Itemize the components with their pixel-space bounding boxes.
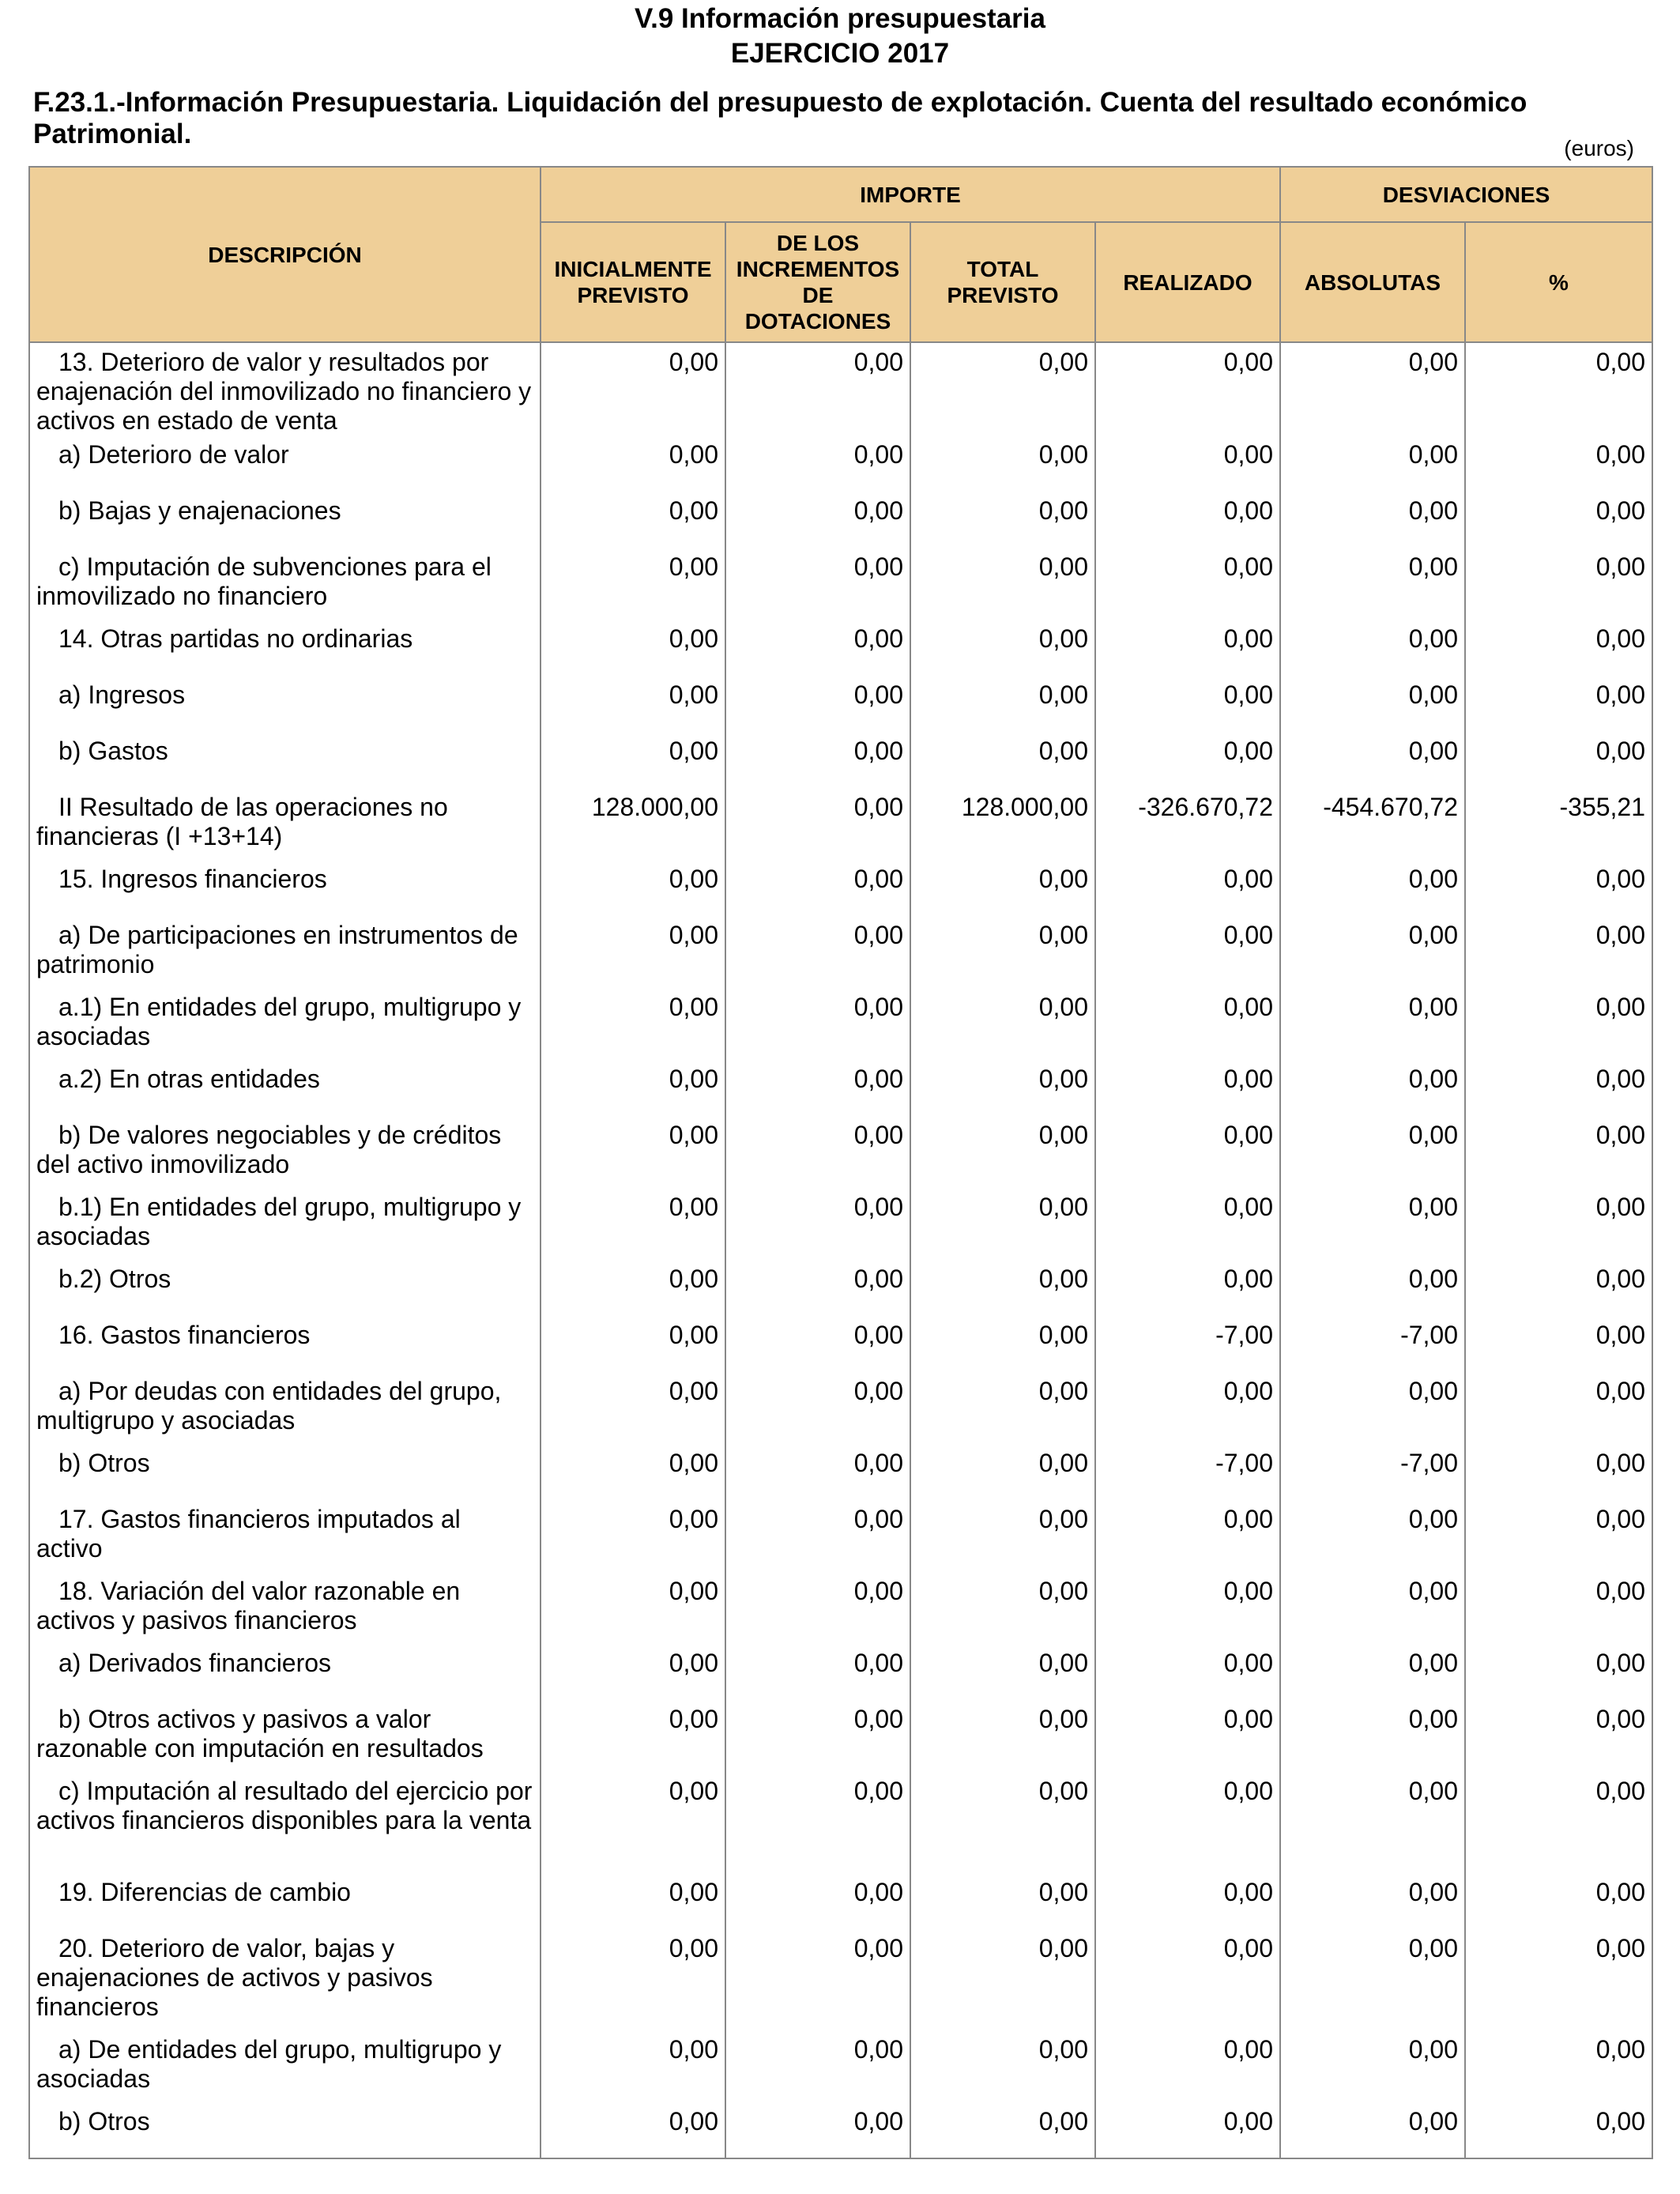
cell-inicialmente-previsto: 0,00 [541,860,725,916]
cell-inicialmente-previsto: 0,00 [541,1929,725,2030]
row-description [29,1873,541,1929]
row-description [29,1316,541,1372]
cell-total-previsto: 0,00 [910,676,1095,732]
cell-porcentaje: 0,00 [1465,1572,1652,1644]
row-description [29,548,541,620]
cell-inicialmente-previsto: 128.000,00 [541,788,725,860]
cell-total-previsto: 0,00 [910,988,1095,1060]
table-row [29,860,1652,916]
cell-inicialmente-previsto: 0,00 [541,1260,725,1316]
cell-incrementos-dotaciones: 0,00 [725,548,910,620]
row-description-text: 14. Otras partidas no ordinarias [58,624,413,653]
cell-realizado: 0,00 [1095,1572,1280,1644]
cell-realizado: 0,00 [1095,1260,1280,1316]
row-description [29,492,541,548]
row-description-text: a) Derivados financieros [58,1649,332,1677]
cell-realizado: -326.670,72 [1095,788,1280,860]
row-description [29,788,541,860]
cell-porcentaje: 0,00 [1465,1260,1652,1316]
cell-porcentaje: 0,00 [1465,1929,1652,2030]
cell-total-previsto: 128.000,00 [910,788,1095,860]
cell-porcentaje: 0,00 [1465,1316,1652,1372]
cell-total-previsto: 0,00 [910,1116,1095,1188]
row-description-text: b) De valores negociables y de créditos del activo inmovilizado [36,1121,502,1178]
cell-incrementos-dotaciones: 0,00 [725,676,910,732]
cell-porcentaje: 0,00 [1465,676,1652,732]
cell-absolutas: 0,00 [1280,988,1465,1060]
cell-incrementos-dotaciones: 0,00 [725,342,910,435]
table-row [29,1929,1652,2030]
table-row [29,676,1652,732]
section-title: V.9 Información presupuestaria [635,3,1045,34]
cell-absolutas: 0,00 [1280,1060,1465,1116]
cell-inicialmente-previsto: 0,00 [541,916,725,988]
cell-realizado: 0,00 [1095,1060,1280,1116]
cell-incrementos-dotaciones: 0,00 [725,492,910,548]
row-description [29,1260,541,1316]
cell-porcentaje: 0,00 [1465,1644,1652,1700]
cell-realizado: 0,00 [1095,2102,1280,2158]
cell-total-previsto: 0,00 [910,1444,1095,1500]
cell-absolutas: -454.670,72 [1280,788,1465,860]
cell-absolutas: 0,00 [1280,1929,1465,2030]
cell-porcentaje: 0,00 [1465,1372,1652,1444]
cell-absolutas: -7,00 [1280,1316,1465,1372]
table-header [29,167,1652,342]
cell-total-previsto: 0,00 [910,1316,1095,1372]
cell-total-previsto: 0,00 [910,342,1095,435]
cell-total-previsto: 0,00 [910,1260,1095,1316]
cell-inicialmente-previsto: 0,00 [541,1772,725,1873]
units-label: (euros) [1564,136,1634,160]
budget-table [28,166,1653,2159]
cell-absolutas: 0,00 [1280,1260,1465,1316]
table-row [29,1316,1652,1372]
report-title: F.23.1.-Información Presupuestaria. Liquidación del presupuesto de explotación. Cuenta del resultado económico Patrimonial. [33,87,1527,149]
cell-incrementos-dotaciones: 0,00 [725,1188,910,1260]
table-row [29,1873,1652,1929]
cell-incrementos-dotaciones: 0,00 [725,1372,910,1444]
cell-realizado: 0,00 [1095,732,1280,788]
row-description [29,916,541,988]
cell-absolutas: 0,00 [1280,1772,1465,1873]
cell-absolutas: 0,00 [1280,732,1465,788]
cell-absolutas: 0,00 [1280,435,1465,492]
header-porcentaje: % [1465,222,1652,342]
table-row [29,1188,1652,1260]
table-row [29,548,1652,620]
cell-porcentaje: 0,00 [1465,1700,1652,1772]
row-description-text: 16. Gastos financieros [58,1321,311,1349]
cell-porcentaje: 0,00 [1465,1772,1652,1873]
row-description-text: 19. Diferencias de cambio [58,1878,351,1906]
header-total-previsto: TOTAL PREVISTO [910,222,1095,342]
cell-total-previsto: 0,00 [910,1572,1095,1644]
cell-total-previsto: 0,00 [910,1060,1095,1116]
cell-incrementos-dotaciones: 0,00 [725,860,910,916]
cell-porcentaje: 0,00 [1465,1873,1652,1929]
header-realizado: REALIZADO [1095,222,1280,342]
cell-realizado: 0,00 [1095,2030,1280,2102]
cell-absolutas: 0,00 [1280,1188,1465,1260]
header-inicialmente-previsto: INICIALMENTE PREVISTO [541,222,725,342]
cell-realizado: 0,00 [1095,1929,1280,2030]
cell-incrementos-dotaciones: 0,00 [725,1500,910,1572]
row-description [29,435,541,492]
cell-absolutas: 0,00 [1280,1572,1465,1644]
row-description-text: b) Otros activos y pasivos a valor razonable con imputación en resultados [36,1705,484,1762]
row-description [29,988,541,1060]
cell-inicialmente-previsto: 0,00 [541,676,725,732]
row-description [29,1188,541,1260]
cell-incrementos-dotaciones: 0,00 [725,788,910,860]
cell-total-previsto: 0,00 [910,860,1095,916]
exercise-year: EJERCICIO 2017 [730,38,950,69]
cell-total-previsto: 0,00 [910,1188,1095,1260]
cell-realizado: 0,00 [1095,620,1280,676]
table-row [29,1500,1652,1572]
row-description-text: a) Deterioro de valor [58,440,289,469]
header-importe: IMPORTE [541,167,1280,222]
table-row [29,732,1652,788]
row-description-text: b.1) En entidades del grupo, multigrupo y asociadas [36,1193,522,1250]
cell-porcentaje: 0,00 [1465,342,1652,435]
row-description-text: 17. Gastos financieros imputados al activo [36,1505,461,1563]
row-description-text: a.2) En otras entidades [58,1065,320,1093]
cell-porcentaje: 0,00 [1465,860,1652,916]
row-description-text: a.1) En entidades del grupo, multigrupo y asociadas [36,993,522,1050]
cell-porcentaje: 0,00 [1465,435,1652,492]
cell-porcentaje: 0,00 [1465,1188,1652,1260]
cell-total-previsto: 0,00 [910,492,1095,548]
cell-realizado: 0,00 [1095,860,1280,916]
cell-total-previsto: 0,00 [910,1500,1095,1572]
cell-inicialmente-previsto: 0,00 [541,342,725,435]
cell-incrementos-dotaciones: 0,00 [725,988,910,1060]
row-description-text: 15. Ingresos financieros [58,865,327,893]
row-description-text: a) Ingresos [58,680,186,709]
cell-inicialmente-previsto: 0,00 [541,492,725,548]
cell-realizado: 0,00 [1095,1873,1280,1929]
cell-inicialmente-previsto: 0,00 [541,435,725,492]
cell-incrementos-dotaciones: 0,00 [725,1116,910,1188]
table-row [29,2030,1652,2102]
cell-total-previsto: 0,00 [910,620,1095,676]
table-row [29,1060,1652,1116]
row-description [29,1444,541,1500]
cell-inicialmente-previsto: 0,00 [541,2102,725,2158]
header-desviaciones: DESVIACIONES [1280,167,1652,222]
row-description [29,620,541,676]
row-description [29,1772,541,1873]
cell-porcentaje: 0,00 [1465,1060,1652,1116]
cell-total-previsto: 0,00 [910,1372,1095,1444]
cell-inicialmente-previsto: 0,00 [541,548,725,620]
row-description [29,1644,541,1700]
cell-incrementos-dotaciones: 0,00 [725,916,910,988]
cell-incrementos-dotaciones: 0,00 [725,1572,910,1644]
cell-total-previsto: 0,00 [910,2030,1095,2102]
cell-absolutas: 0,00 [1280,1644,1465,1700]
cell-porcentaje: 0,00 [1465,916,1652,988]
cell-porcentaje: 0,00 [1465,548,1652,620]
row-description [29,1572,541,1644]
header-descripcion: DESCRIPCIÓN [29,167,541,342]
cell-incrementos-dotaciones: 0,00 [725,2102,910,2158]
cell-realizado: 0,00 [1095,342,1280,435]
cell-porcentaje: 0,00 [1465,988,1652,1060]
cell-absolutas: 0,00 [1280,1873,1465,1929]
table-row [29,1644,1652,1700]
table-row [29,1700,1652,1772]
cell-absolutas: 0,00 [1280,676,1465,732]
row-description-text: a) De entidades del grupo, multigrupo y asociadas [36,2035,502,2093]
cell-incrementos-dotaciones: 0,00 [725,1260,910,1316]
cell-total-previsto: 0,00 [910,435,1095,492]
cell-absolutas: 0,00 [1280,2102,1465,2158]
row-description-text: b) Otros [58,1449,150,1477]
row-description [29,2102,541,2158]
cell-absolutas: -7,00 [1280,1444,1465,1500]
cell-inicialmente-previsto: 0,00 [541,1060,725,1116]
cell-realizado: 0,00 [1095,1116,1280,1188]
row-description [29,1929,541,2030]
cell-total-previsto: 0,00 [910,1644,1095,1700]
cell-total-previsto: 0,00 [910,1772,1095,1873]
cell-incrementos-dotaciones: 0,00 [725,1929,910,2030]
cell-absolutas: 0,00 [1280,916,1465,988]
cell-total-previsto: 0,00 [910,548,1095,620]
cell-inicialmente-previsto: 0,00 [541,1500,725,1572]
cell-realizado: -7,00 [1095,1444,1280,1500]
cell-inicialmente-previsto: 0,00 [541,2030,725,2102]
cell-inicialmente-previsto: 0,00 [541,732,725,788]
cell-inicialmente-previsto: 0,00 [541,620,725,676]
row-description-text: b.2) Otros [58,1265,171,1293]
cell-incrementos-dotaciones: 0,00 [725,1316,910,1372]
table-row [29,1572,1652,1644]
table-row [29,435,1652,492]
cell-porcentaje: -355,21 [1465,788,1652,860]
cell-porcentaje: 0,00 [1465,1500,1652,1572]
row-description [29,676,541,732]
cell-realizado: 0,00 [1095,988,1280,1060]
row-description [29,1060,541,1116]
table-row [29,492,1652,548]
cell-incrementos-dotaciones: 0,00 [725,1873,910,1929]
row-description-text: b) Gastos [58,737,168,765]
table-body [29,342,1652,2158]
cell-incrementos-dotaciones: 0,00 [725,1060,910,1116]
cell-absolutas: 0,00 [1280,548,1465,620]
cell-porcentaje: 0,00 [1465,620,1652,676]
cell-incrementos-dotaciones: 0,00 [725,732,910,788]
cell-incrementos-dotaciones: 0,00 [725,1772,910,1873]
header-incrementos-dotaciones: DE LOS INCREMENTOS DE DOTACIONES [725,222,910,342]
cell-realizado: 0,00 [1095,548,1280,620]
cell-realizado: 0,00 [1095,1188,1280,1260]
row-description-text: b) Bajas y enajenaciones [58,496,341,525]
cell-absolutas: 0,00 [1280,342,1465,435]
table-row [29,620,1652,676]
row-description [29,1700,541,1772]
cell-realizado: 0,00 [1095,676,1280,732]
cell-total-previsto: 0,00 [910,1929,1095,2030]
table-row [29,788,1652,860]
cell-incrementos-dotaciones: 0,00 [725,620,910,676]
cell-absolutas: 0,00 [1280,1700,1465,1772]
row-description-text: c) Imputación al resultado del ejercicio por activos financieros disponibles para la venta [36,1777,533,1834]
cell-total-previsto: 0,00 [910,2102,1095,2158]
cell-realizado: 0,00 [1095,1700,1280,1772]
cell-absolutas: 0,00 [1280,860,1465,916]
table-row [29,2102,1652,2158]
row-description-text: 20. Deterioro de valor, bajas y enajenaciones de activos y pasivos financieros [36,1934,433,2021]
cell-realizado: 0,00 [1095,492,1280,548]
cell-realizado: 0,00 [1095,1500,1280,1572]
cell-inicialmente-previsto: 0,00 [541,1644,725,1700]
row-description-text: a) De participaciones en instrumentos de patrimonio [36,921,518,978]
cell-porcentaje: 0,00 [1465,492,1652,548]
cell-inicialmente-previsto: 0,00 [541,1116,725,1188]
cell-realizado: -7,00 [1095,1316,1280,1372]
row-description-text: 13. Deterioro de valor y resultados por enajenación del inmovilizado no financiero y activos en estado de venta [36,348,532,435]
row-description [29,2030,541,2102]
row-description [29,1116,541,1188]
cell-realizado: 0,00 [1095,1644,1280,1700]
cell-inicialmente-previsto: 0,00 [541,988,725,1060]
row-description [29,342,541,435]
row-description [29,860,541,916]
cell-absolutas: 0,00 [1280,492,1465,548]
cell-realizado: 0,00 [1095,916,1280,988]
cell-realizado: 0,00 [1095,1372,1280,1444]
cell-incrementos-dotaciones: 0,00 [725,1444,910,1500]
table-row [29,916,1652,988]
cell-total-previsto: 0,00 [910,1873,1095,1929]
row-description-text: c) Imputación de subvenciones para el inmovilizado no financiero [36,552,492,610]
cell-inicialmente-previsto: 0,00 [541,1873,725,1929]
cell-incrementos-dotaciones: 0,00 [725,1700,910,1772]
row-description-text: a) Por deudas con entidades del grupo, multigrupo y asociadas [36,1377,502,1434]
header-absolutas: ABSOLUTAS [1280,222,1465,342]
table-row [29,1260,1652,1316]
cell-total-previsto: 0,00 [910,1700,1095,1772]
cell-inicialmente-previsto: 0,00 [541,1444,725,1500]
table-row [29,988,1652,1060]
cell-inicialmente-previsto: 0,00 [541,1188,725,1260]
cell-incrementos-dotaciones: 0,00 [725,435,910,492]
cell-absolutas: 0,00 [1280,620,1465,676]
cell-porcentaje: 0,00 [1465,2102,1652,2158]
row-description [29,1372,541,1444]
cell-total-previsto: 0,00 [910,732,1095,788]
table-row [29,342,1652,435]
cell-incrementos-dotaciones: 0,00 [725,2030,910,2102]
cell-inicialmente-previsto: 0,00 [541,1572,725,1644]
cell-absolutas: 0,00 [1280,1372,1465,1444]
row-description-text: 18. Variación del valor razonable en activos y pasivos financieros [36,1577,461,1634]
table-row [29,1772,1652,1873]
row-description-text: b) Otros [58,2107,150,2136]
cell-porcentaje: 0,00 [1465,1444,1652,1500]
cell-inicialmente-previsto: 0,00 [541,1372,725,1444]
row-description [29,732,541,788]
cell-inicialmente-previsto: 0,00 [541,1700,725,1772]
table-row [29,1444,1652,1500]
cell-total-previsto: 0,00 [910,916,1095,988]
cell-inicialmente-previsto: 0,00 [541,1316,725,1372]
cell-incrementos-dotaciones: 0,00 [725,1644,910,1700]
table-row [29,1116,1652,1188]
cell-porcentaje: 0,00 [1465,2030,1652,2102]
cell-realizado: 0,00 [1095,1772,1280,1873]
cell-realizado: 0,00 [1095,435,1280,492]
cell-absolutas: 0,00 [1280,1500,1465,1572]
table-row [29,1372,1652,1444]
row-description [29,1500,541,1572]
cell-porcentaje: 0,00 [1465,732,1652,788]
cell-absolutas: 0,00 [1280,1116,1465,1188]
row-description-text: II Resultado de las operaciones no financieras (I +13+14) [36,793,448,850]
cell-absolutas: 0,00 [1280,2030,1465,2102]
cell-porcentaje: 0,00 [1465,1116,1652,1188]
